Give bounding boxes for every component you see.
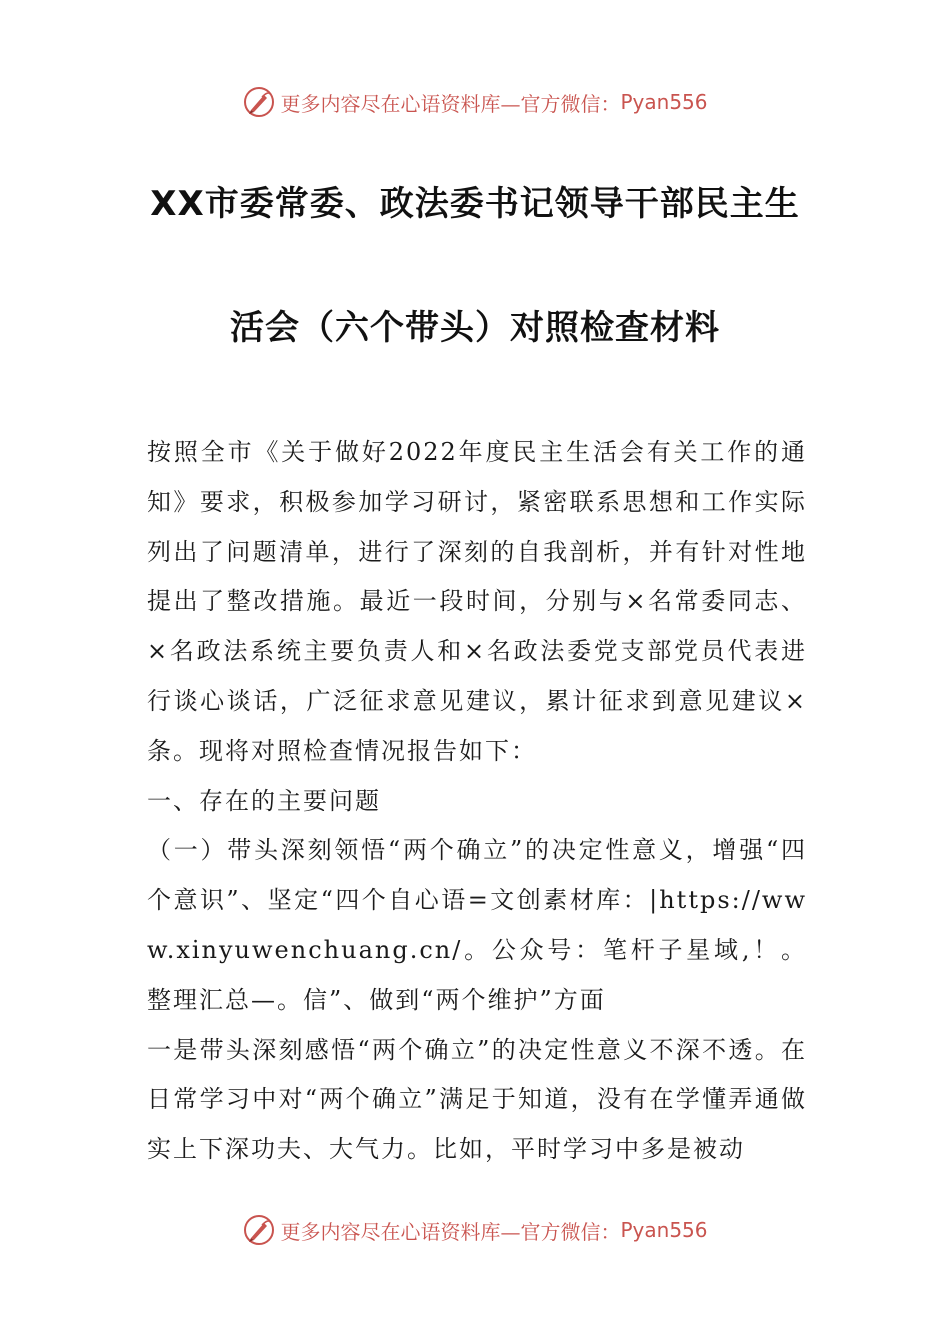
section-heading-1: 一、存在的主要问题: [147, 786, 381, 815]
subsection-heading-1: （一）带头深刻领悟“两个确立”的决定性意义，增强“四个意识”、坚定“四个自心语=文创素材库：|https://www.xinyuwenchuang.cn/。公众号：笔杆子星域,！。整理汇总—。信”、做到“两个维护”方面: [147, 836, 807, 1014]
document-title-line1: XX市委常委、政法委书记领导干部民主生: [150, 184, 800, 224]
header-banner: [0, 82, 950, 122]
document-body: [147, 428, 807, 1175]
document-title-line2: 活会（六个带头）对照检查材料: [230, 308, 720, 348]
footer-banner-text: 更多内容尽在心语资料库—官方微信：: [280, 1219, 621, 1244]
header-banner-wechat: Pyan556: [620, 90, 708, 114]
footer-banner-wechat: Pyan556: [620, 1218, 708, 1242]
header-banner-text: 更多内容尽在心语资料库—官方微信：: [280, 91, 621, 116]
pen-logo-icon: [242, 1213, 276, 1247]
pen-logo-icon: [242, 85, 276, 119]
footer-banner: [0, 1210, 950, 1250]
paragraph-intro: 按照全市《关于做好2022年度民主生活会有关工作的通知》要求，积极参加学习研讨，紧密联系思想和工作实际列出了问题清单，进行了深刻的自我剖析，并有针对性地提出了整改措施。最近一段时间，分别与×名常委同志、×名政法系统主要负责人和×名政法委党支部党员代表进行谈心谈话，广泛征求意见建议，累计征求到意见建议×条。现将对照检查情况报告如下：: [147, 438, 807, 765]
paragraph-point-1: 一是带头深刻感悟“两个确立”的决定性意义不深不透。在日常学习中对“两个确立”满足于知道，没有在学懂弄通做实上下深功夫、大气力。比如，平时学习中多是被动: [147, 1035, 807, 1164]
